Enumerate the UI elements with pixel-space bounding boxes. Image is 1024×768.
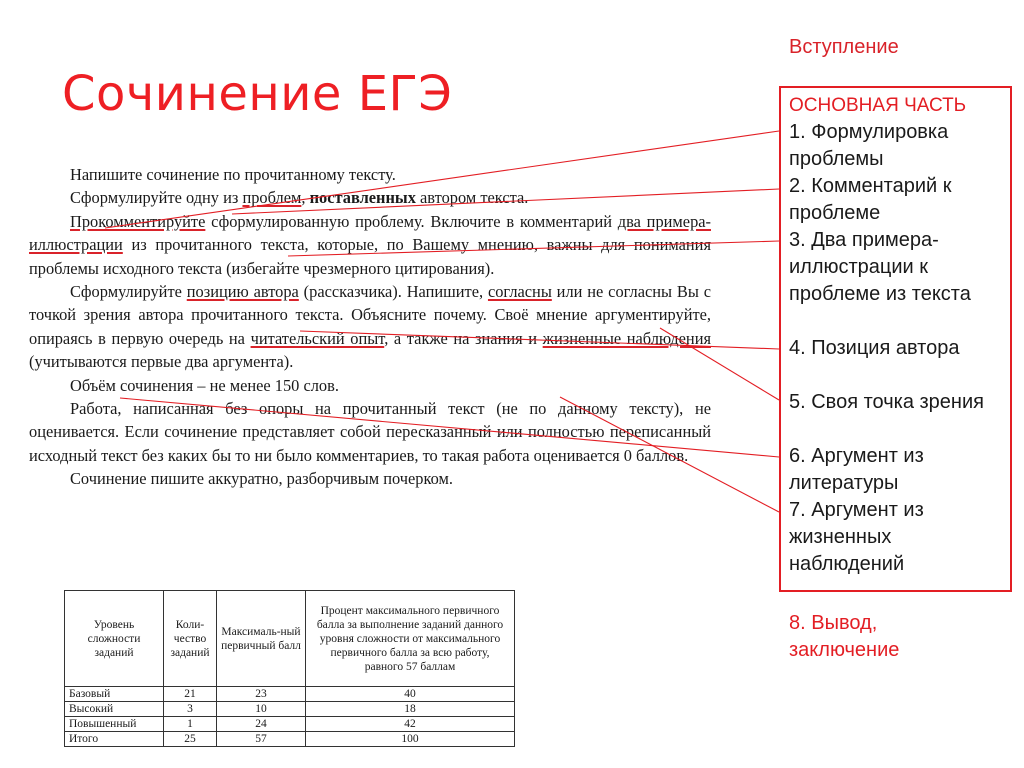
table-cell: Высокий: [65, 702, 164, 717]
highlight-problems: проблем: [242, 188, 302, 208]
highlight-life-observations: жизненные наблюдения: [542, 328, 711, 348]
table-cell: 25: [164, 732, 217, 747]
task-text-fragment: или не согласны Вы с точкой зрения автора прочитанного текста.: [29, 282, 711, 325]
task-text-fragment: (рассказчика). Напишите,: [298, 282, 488, 302]
connector-line: [232, 189, 779, 214]
table-header-cell: Максималь-ный первичный балл: [217, 591, 306, 687]
outline-item-life-argument: 7. Аргумент из жизненных наблюдений: [789, 499, 924, 575]
task-text-fragment: Сформулируйте одну из: [70, 188, 243, 208]
task-paragraph-7: Сочинение пишите аккуратно, разборчивым почерком.: [70, 469, 453, 489]
table-cell: 18: [306, 702, 515, 717]
table-cell: Итого: [65, 732, 164, 747]
table-cell: 100: [306, 732, 515, 747]
task-paragraph-1: Напишите сочинение по прочитанному тексту.: [70, 165, 396, 184]
connector-line: [120, 398, 779, 457]
table-cell: 23: [217, 687, 306, 702]
table-cell: 10: [217, 702, 306, 717]
highlight-comment: Прокомментируйте: [70, 211, 206, 231]
task-paragraph-5: Объём сочинения – не менее 150 слов.: [70, 375, 339, 395]
connector-line: [300, 328, 779, 349]
task-text-fragment: почему. Своё мнение аргументируйте, опираясь в первую очередь на: [29, 305, 712, 348]
highlight-agree: согласны: [487, 282, 552, 302]
connector-line: [105, 131, 779, 228]
highlight-author-position: позицию автора: [186, 282, 299, 302]
table-cell: Повышенный: [65, 717, 164, 732]
outline-item-examples: 3. Два примера- иллюстрации к проблеме из текста: [789, 229, 971, 305]
highlight-reader-experience: читательский опыт: [250, 328, 385, 348]
slide-title: Сочинение ЕГЭ: [62, 66, 453, 122]
task-text-fragment: , а также на знания и: [384, 328, 543, 348]
table-cell: 40: [306, 687, 515, 702]
task-text-fragment: из прочитанного текста, которые, по Вашему мнению, важны для понимания проблемы исходного текста (избегайте чрезмерного цитирования).: [29, 235, 711, 278]
outline-main-heading: ОСНОВНАЯ ЧАСТЬ: [789, 95, 967, 116]
table-cell: Базовый: [65, 687, 164, 702]
table-cell: 1: [164, 717, 217, 732]
task-text-fragment: сформулированную проблему. Включите в комментарий: [205, 211, 618, 231]
highlight-posed: поставленных: [309, 188, 416, 208]
table-cell: 21: [164, 687, 217, 702]
table-cell: 57: [217, 732, 306, 747]
table-header-cell: Уровень сложности заданий: [65, 591, 164, 687]
task-text-fragment: ,: [301, 188, 310, 208]
connector-line: [288, 241, 779, 256]
outline-item-literature-argument: 6. Аргумент из литературы: [789, 445, 924, 494]
outline-item-own-view: 5. Своя точка зрения: [789, 391, 984, 413]
task-text-fragment: автором текста.: [415, 188, 529, 208]
table-header-cell: Процент максимального первичного балла за выполнение заданий данного уровня сложности от максимального первичного балла за всю работу, равного 57 баллам: [306, 591, 515, 687]
task-text-fragment: (учитываются первые два аргумента).: [29, 352, 294, 372]
highlight-two-examples: два примера-иллюстрации: [29, 211, 711, 255]
outline-conclusion: 8. Вывод, заключение: [789, 612, 900, 661]
table-cell: 24: [217, 717, 306, 732]
outline-intro: Вступление: [789, 36, 899, 58]
task-paragraph-6: Работа, написанная без опоры на прочитанный текст (не по данному тексту), не оценивается. Если сочинение представляет собой пересказанный или полностью переписанный исходный текст без каких бы то ни было комментариев, то такая работа оценивается 0 баллов.: [29, 399, 711, 465]
connector-line: [660, 328, 779, 400]
table-cell: 3: [164, 702, 217, 717]
outline-item-comment: 2. Комментарий к проблеме: [789, 175, 952, 224]
outline-item-author-position: 4. Позиция автора: [789, 337, 960, 359]
table-header-cell: Коли-чество заданий: [164, 591, 217, 687]
outline-item-problem: 1. Формулировка проблемы: [789, 121, 949, 170]
task-text-fragment: Сформулируйте: [70, 282, 187, 302]
table-cell: 42: [306, 717, 515, 732]
explain-word: Объясните: [351, 305, 427, 325]
